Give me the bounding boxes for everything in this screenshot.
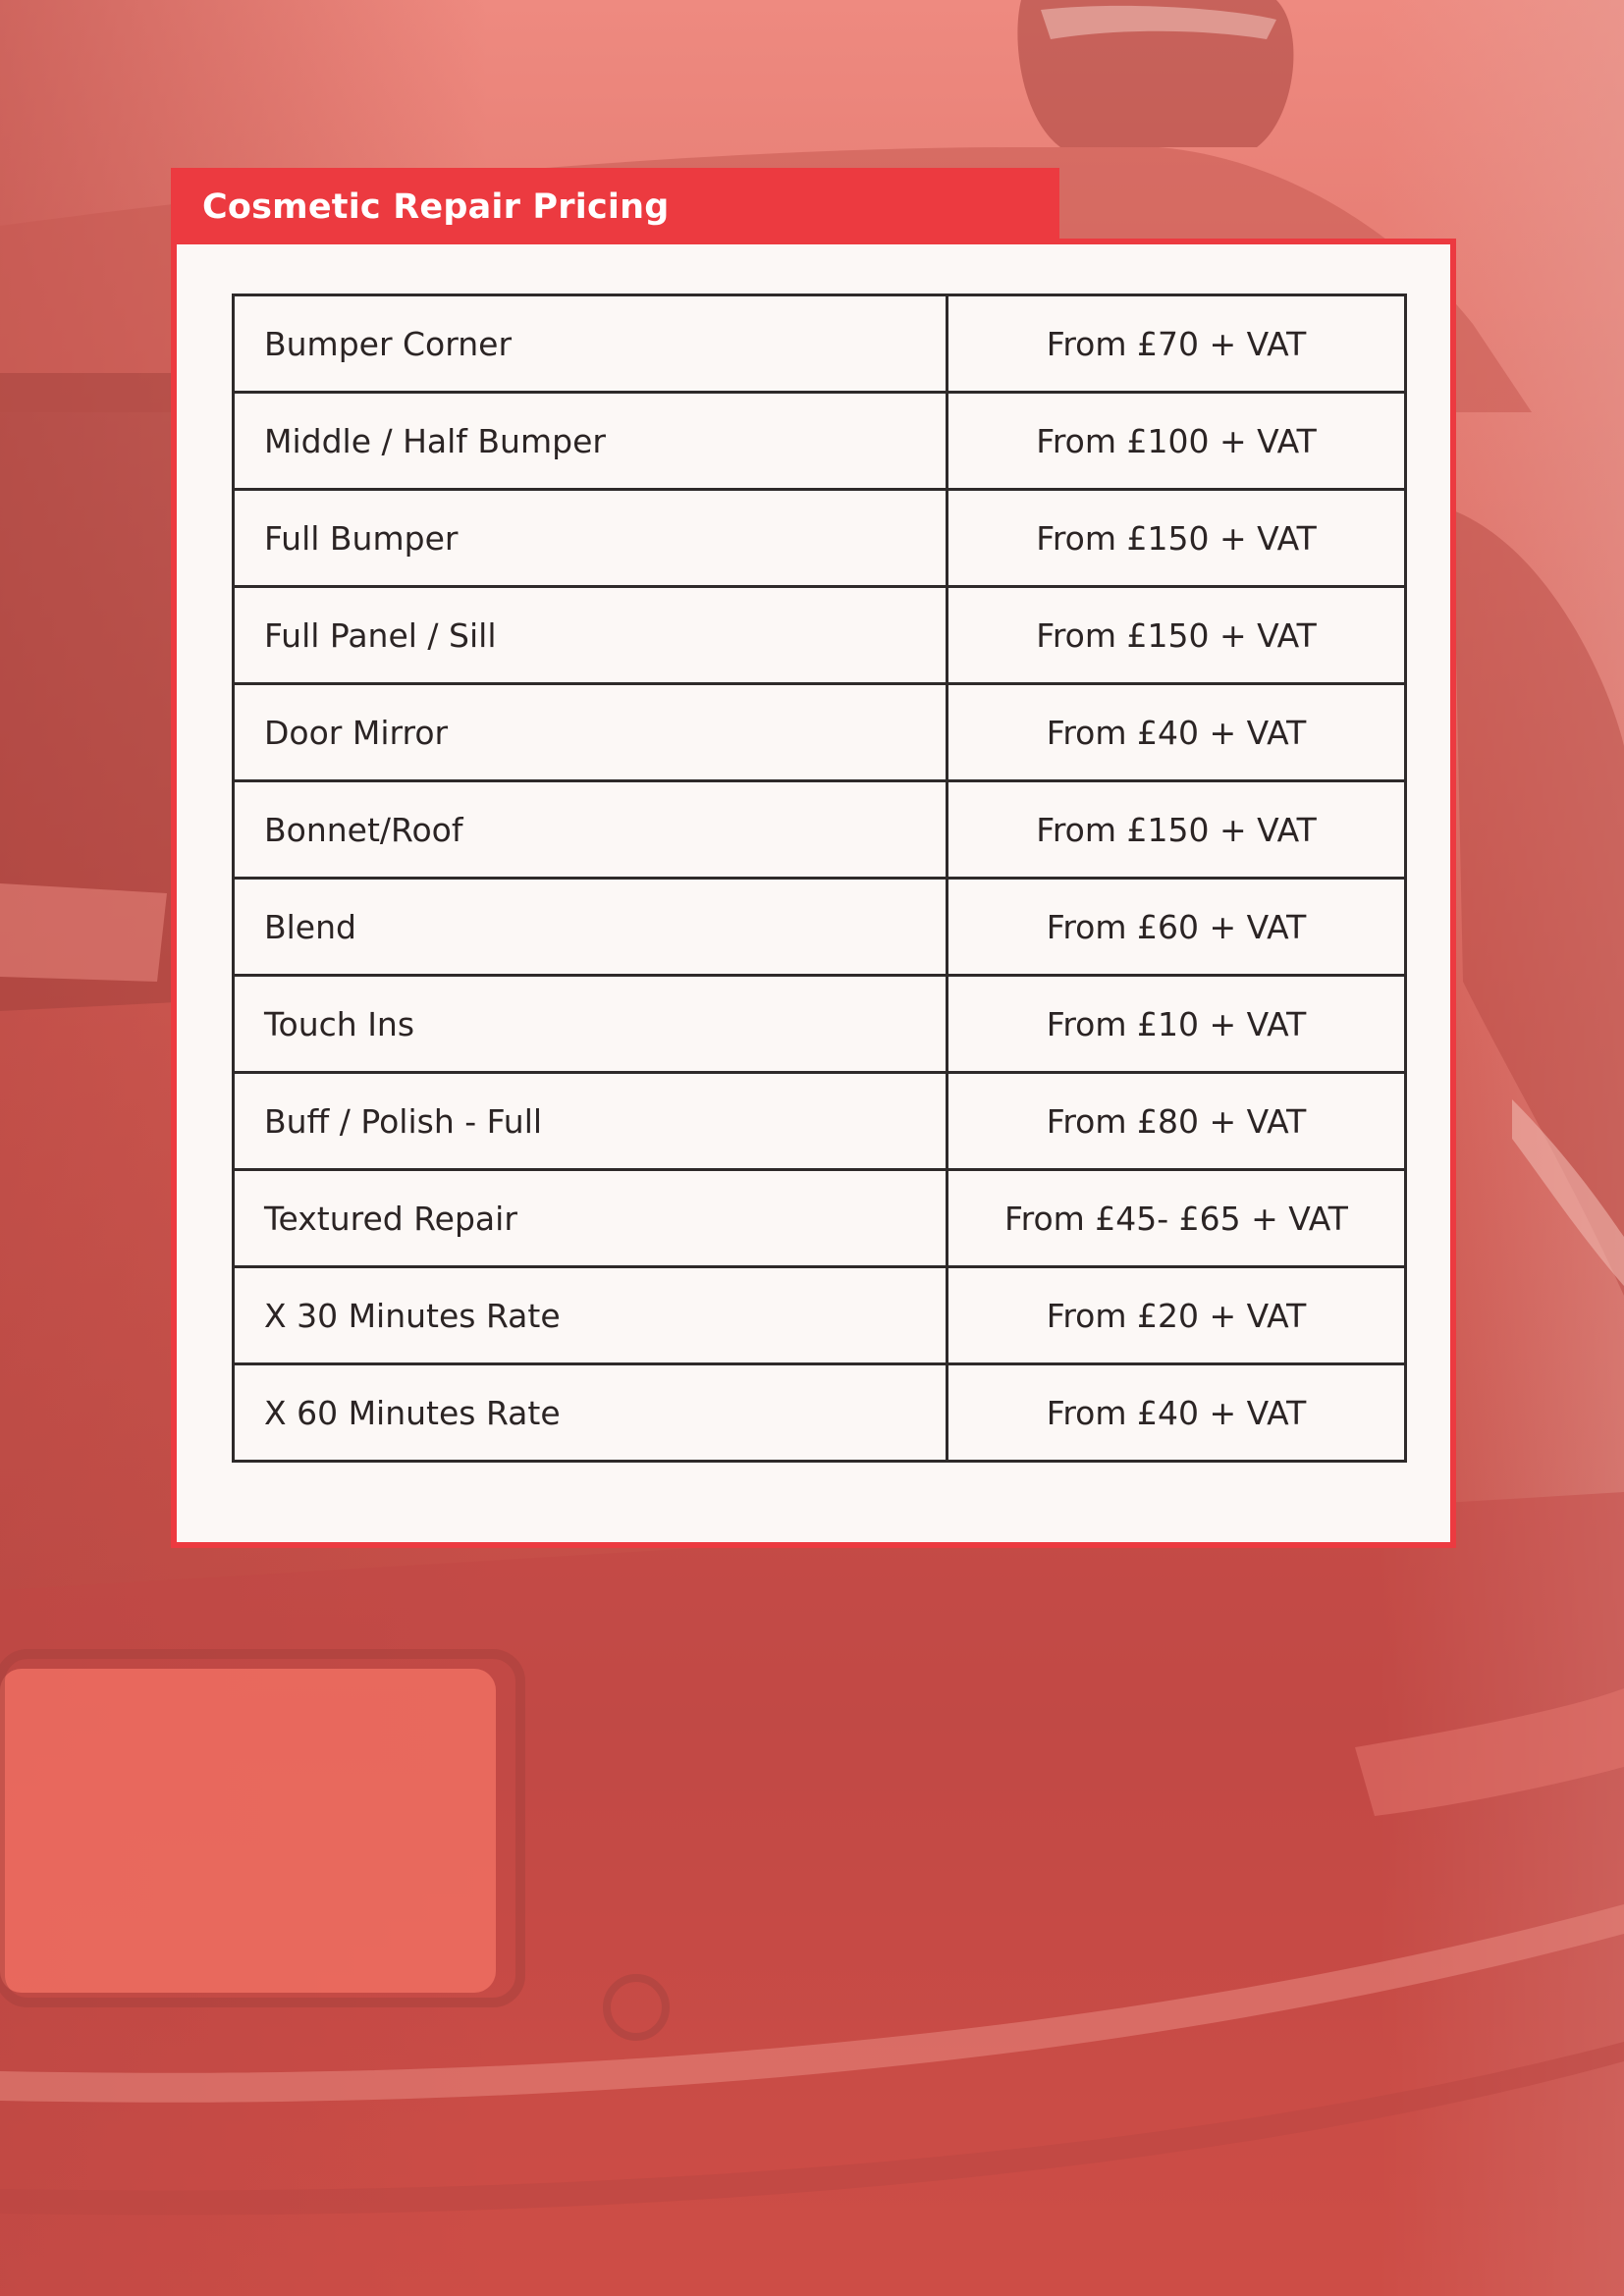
service-name-cell: Bumper Corner [234,295,947,393]
service-name-cell: Full Bumper [234,490,947,587]
price-cell: From £10 + VAT [947,976,1406,1073]
service-name-cell: Buff / Polish - Full [234,1073,947,1170]
service-name-cell: Full Panel / Sill [234,587,947,684]
table-row [234,1073,1406,1170]
pricing-card [171,239,1456,1548]
price-cell: From £150 + VAT [947,587,1406,684]
table-row [234,684,1406,781]
table-row [234,879,1406,976]
table-row [234,1364,1406,1462]
table-row [234,587,1406,684]
pricing-table-body [234,295,1406,1462]
service-name-cell: X 60 Minutes Rate [234,1364,947,1462]
service-name-cell: Blend [234,879,947,976]
service-name-cell: Middle / Half Bumper [234,393,947,490]
price-cell: From £80 + VAT [947,1073,1406,1170]
service-name-cell: Touch Ins [234,976,947,1073]
price-cell: From £150 + VAT [947,490,1406,587]
service-name-cell: X 30 Minutes Rate [234,1267,947,1364]
table-row [234,1267,1406,1364]
pricing-table [232,294,1407,1463]
price-cell: From £70 + VAT [947,295,1406,393]
price-cell: From £45- £65 + VAT [947,1170,1406,1267]
table-row [234,490,1406,587]
price-cell: From £60 + VAT [947,879,1406,976]
service-name-cell: Door Mirror [234,684,947,781]
table-row [234,976,1406,1073]
section-title: Cosmetic Repair Pricing [171,168,1059,245]
price-cell: From £40 + VAT [947,1364,1406,1462]
table-row [234,295,1406,393]
price-cell: From £20 + VAT [947,1267,1406,1364]
service-name-cell: Textured Repair [234,1170,947,1267]
price-cell: From £40 + VAT [947,684,1406,781]
table-row [234,1170,1406,1267]
service-name-cell: Bonnet/Roof [234,781,947,879]
table-row [234,781,1406,879]
table-row [234,393,1406,490]
price-cell: From £150 + VAT [947,781,1406,879]
price-cell: From £100 + VAT [947,393,1406,490]
